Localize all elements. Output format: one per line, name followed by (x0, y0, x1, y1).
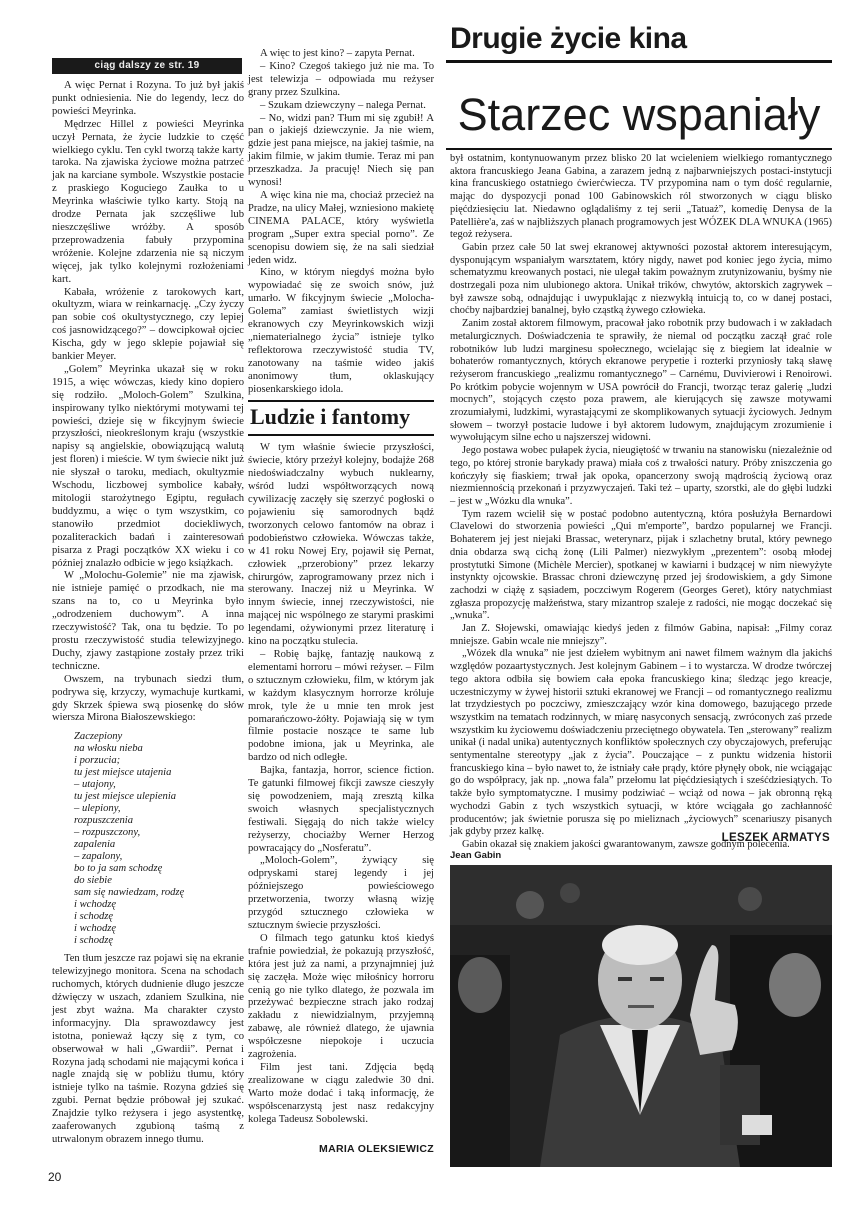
paragraph: Ten tłum jeszcze raz pojawi się na ekranie telewizyjnego monitora. Scena na schodach ruchomych, których dudnienie długo jeszcze dźwięczy w uszach, zdaniem Szulkina, nie jest zbyt ważna. Ma charakter czysto informacyjny. Dla sprawozdawcy jest istotna, ponieważ łączy się z tym, co obserwował w hali „Gwardii”. Pernat i Rozyna jadą schodami nie mającymi końca i nagle znajdą się w pobliżu tłumu, który istnieje tylko na taśmie. Rozyna gdzieś się zgubi. Pernat będzie próbował jej szukać. Znajdzie tylko reżysera i jego asystentkę, zaaferowanych zgubioną taśmą z utrwalonym obrazem innego tłumu. (52, 953, 244, 1145)
title-rule (446, 60, 832, 63)
paragraph: W tym właśnie świecie przyszłości, świecie, który przeżył kolejny, bodajże 268 niedoświadczalny wybuch nuklearny, wśród ludzi współtworzących nową cywilizację zaczęły się szerzyć pogłoski o pojawieniu się samorodnych bądź tworzonych celowo fantomów na obraz i podobieństwo człowieka. Wówczas także, w 41 roku Nowej Ery, pojawił się Pernat, człowiek „przerobiony” przez lekarzy chirurgów, zaprogramowany przez nich i sterowany. Inaczej niż u Meyrinka. W innym świecie, innej rzeczywistości, nie mającej nic wspólnego ze starymi praskimi legendami, ożywionymi przez literaturę i kino na początku stulecia. (248, 442, 434, 648)
paragraph: W „Molochu-Golemie” nie ma zjawisk, nie istnieje pamięć o przodkach, nie ma szans na to, co u Meyrinka było „odrodzeniem duchowym”. A inna rzeczywistość? Tak, ona tu będzie. To po prostu rzeczywistość studia telewizyjnego. Duchy, zjawy zastąpione zostały przez triki techniczne. (52, 570, 244, 672)
section-title: Ludzie i fantomy (248, 400, 434, 436)
paragraph: Owszem, na trybunach siedzi tłum, podrywa się, krzyczy, wymachuje kurtkami, gdy Skrzek śpiewa swą piosenkę do słów wiersza Mirona Białoszewskiego: (52, 673, 244, 724)
paragraph: – Robię bajkę, fantazję naukową z elementami horroru – mówi reżyser. – Film o sztucznym człowieku, film, w którym jak w każdym klasycznym horrorze króluje mrok, tyle że u mnie ten mrok jest pomarańczowo-żółty. Pojawiają się w tym filmie postacie noszące te same lub podobne imiona, jak u Meyrinka, ale bardzo od nich odległe. (248, 648, 434, 764)
paragraph: – No, widzi pan? Tłum mi się zgubił! A pan o jakiejś dziewczynie. Ja nie wiem, gdzie jest pana miejsce, na jakiej taśmie, na jakim filmie, w jakim tłumie. Teraz mi pan przeszkadza. Ja pracuję! Niech się pan wynosi! (248, 112, 434, 189)
paragraph: Gabin okazał się znakiem jakości gwarantowanym, zawsze godnym polecenia. (462, 838, 790, 850)
paragraph: „Golem” Meyrinka ukazał się w roku 1915, a więc wówczas, kiedy kino dopiero się rodziło. „Moloch-Golem” Szulkina, inspirowany tylko niektórymi motywami tej powieści, dzieje się w fikcyjnym świecie przyszłości, nieokreślonym kraju (wszystkie napisy są angielskie, obowiązującą walutą jest floren) i mieście. W tym świecie nikt już nie słyszał o taroku, mediach, okultyzmie Wschodu, liczbowej symbolice kabały, mitologii starożytnego Egiptu, regułach buddyzmu, a więc o tym wszystkim, co stanowiło przedmiot dociekliwych, pozaliterackich badań i zainteresowań pisarza z Pragi początków XX wieku i co później znalazło odbicie w jego książkach. (52, 363, 244, 569)
poem: Zaczepiony na włosku nieba i porzucia; tu jest miejsce utajenia – utajony, tu jest miejsce ulepienia – ulepiony, rozpuszczenia – rozpuszczony, zapalenia – zapalony, bo to ja sam schodzę do siebie sam się nawiedzam, rodzę i wchodzę i schodzę i wchodzę i schodzę (74, 731, 185, 947)
column-2 (248, 48, 434, 1160)
page-number: 20 (48, 1170, 62, 1184)
paragraph: Zanim został aktorem filmowym, pracował jako robotnik przy budowach i w zakładach metalurgicznych. Doświadczenia te sprawiły, że niemal od początku zaczął grać role robotników lub ludzi marginesu społecznego, wcielając się z biegiem lat idealnie w bohaterów romantycznych, których ekranowe perypetie i rozterki przyniosły taką sławę reżyserom francuskiego „realizmu romantycznego” – Carnému, Duvivierowi i Renoirowi. Po krótkim pobycie wojennym w USA powrócił do Francji, tworząc teraz galerię „ludzi mocnych”, stojących często poza prawem, ale kierujących się zawsze motywami zrozumiałymi, ludzkimi, wyrastającymi ze skomplikowanych sytuacji życiowych. Jednym słowem – tworzył postacie ludowe i był aktorem ludowym, znajdującym zrozumienie i wywołującym silne echo u najszerszej widowni. (450, 318, 832, 444)
paragraph: Kabała, wróżenie z tarokowych kart, okultyzm, wiara w reinkarnację. „Czy życzy pan sobie coś okultystycznego, czy lepiej coś jasnowidzącego?” – dowcipkował ojciec Kischa, gdy w jego sklepie pojawiał się bankier Meyer. (52, 286, 244, 363)
paragraph: A więc kina nie ma, chociaż przecież na Pradze, na ulicy Małej, wzniesiono makietę CINEMA PALACE, który wyświetla program „Super extra special porno”. Ze scenopisu dowiem się, że na sali siedział jeden widz. (248, 189, 434, 266)
paragraph: – Szukam dziewczyny – nalega Pernat. (260, 99, 426, 111)
paragraph: „Wózek dla wnuka” nie jest dziełem wybitnym ani nawet filmem ważnym dla jakichś względów pozaartystycznych. Jest kolejnym Gabinem – i to wystarcza. W drodze twórczej tego aktora odbiła się bowiem cała epoka francuskiego kina; śledząc jego kreacje, uczestniczymy w żywej historii sztuki ekranowej we Francji – od romantycznego realizmu lat trzydziestych po poczciwy, zmieszczający wzór kina domowego, bazującego przede wszystkim na tematach rodzinnych, w miarę nasyconych sensacją, zwróconych zaś przede wszystkim ku życiowemu doświadczeniu przeciętnego obywatela. Ten „sterowany” realizm unikał (i nadal unika) autentycznych konfliktów społecznych czy obyczajowych, preferując sentymentalne stereotypy „jak z życia”. Pouczające – z punktu widzenia historii francuskiego kina – było nawet to, że istniały całe prądy, które płynęły obok, nie wciągając go do współpracy, jak np. „nowa fala” przełomu lat pięćdziesiątych i sześćdziesiątych. To także było symptomatyczne. I musimy podziwiać – wciąż od nowa – jak obronną ręką wychodzi Gabin z tych wszystkich sytuacji, w które wciągała go zachłanność producentów; jak świetnie porusza się po mieliznach „życiowych” scenariuszy pisanych jak gdyby przez kalkę. (450, 648, 832, 838)
paragraph: A więc Pernat i Rozyna. To już był jakiś punkt odniesienia. Nie do legendy, lecz do powieści Meyrinka. (52, 80, 244, 117)
photo-caption: Jean Gabin (450, 850, 502, 861)
paragraph: „Moloch-Golem”, żywiący się odpryskami starej legendy i jej późniejszego powieściowego przetworzenia, tworzy własną wizję przygód sztucznego człowieka w sztucznym świecie przyszłości. (248, 855, 434, 931)
section-header: Drugie życie kina (450, 22, 687, 55)
paragraph: Jego postawa wobec pułapek życia, nieugiętość w trwaniu na stanowisku (niezależnie od tego, po której stronie barykady prawa) miała coś z trwałości natury. Próby zniszczenia go kończyły się fiaskiem; trwał jak opoka, opancerzony swoją mądrością życiową oraz niezmiennością przekonań i przyzwyczajeń. Taki też – uparty, szorstki, ale do głębi ludzki – jest w „Wózku dla wnuka”. (450, 445, 832, 507)
paragraph: Gabin przez całe 50 lat swej ekranowej aktywności pozostał aktorem interesującym, dysponującym wspaniałym warsztatem, który nigdy, nawet pod koniec jego życia, mimo schematyzmu kreowanych postaci, nie ulegał takim poważnym zrutynizowaniu, byśmy nie dostrzegali poza nim ulubionego aktora. Unikał trików, chwytów, aktorskich zagrywek – był zawsze sobą, odnajdując i uwypuklając z niezwykłą intuicją to, co w danej postaci, choćby najbardziej banalnej, było cząstką żywego człowieka. (450, 241, 832, 317)
title-rule-bottom (446, 148, 832, 150)
photo-jean-gabin (450, 865, 832, 1167)
author-signature-2: LESZEK ARMATYS (721, 832, 830, 844)
paragraph: Jan Z. Słojewski, omawiając kiedyś jeden z filmów Gabina, napisał: „Filmy coraz mniejsze. Gabin wcale nie mniejszy”. (450, 623, 832, 647)
paragraph: A więc to jest kino? – zapyta Pernat. (260, 48, 415, 59)
paragraph: O filmach tego gatunku ktoś kiedyś trafnie powiedział, że pokazują przyszłość, która jest już za nami, a przynajmniej już się zaczęła. Może więc miłośnicy horroru cenią go nie tylko dlatego, że pozwala im przeżywać bezpieczne strach jako rodzaj zakładu z niewidzialnym, przyjemną zabawę, ale również dlatego, że ujawnia współczesne niepokoje i uczucia zagrożenia. (248, 932, 434, 1061)
photo-illustration (450, 865, 832, 1167)
author-signature-1: MARIA OLEKSIEWICZ (319, 1143, 434, 1155)
article-title: Starzec wspaniały (457, 89, 821, 140)
continuation-banner: ciąg dalszy ze str. 19 (52, 58, 242, 74)
paragraph: Tym razem wcielił się w postać podobno autentyczną, która posłużyła Bernardowi Clavelowi do stworzenia powieści „Qui m'emporte”, bardzo popularnej we Francji. Bohaterem jej jest niejaki Brassac, weterynarz, pijak i szlachetny brutal, który pewnego dnia obdarza swą cichą żonę (Lili Palmer) niezwykłym „prezentem”: osobą młodej prostytutki Simone (Michèle Mercier), spotkanej w kawiarni i budzącej w nim niewyżyte instynkty ojcowskie. Brassac chroni dziewczynę przed jej środowiskiem, a gdy Simone zachodzi w ciążę z sąsiadem, poczciwym Rogerem (Georges Geret), który natychmiast zgłasza propozycję małżeństwa, stary mizantrop szaleje z radości, nie mogąc doczekać się „wnuka”. (450, 508, 832, 622)
paragraph: Kino, w którym niegdyś można było wypowiadać się ze swoich snów, już umarło. W fikcyjnym świecie „Molocha-Golema” zamiast świetlistych wizji ekranowych czy Meyrinkowskich wizji „niematerialnego życia” istnieje tylko reflektorowa rzeczywistość studia TV, zanotowany na taśmie wideo jakiś anonimowy tłum, oklaskujący piosenkarskiego idola. (248, 267, 434, 395)
paragraph: – Kino? Czegoś takiego już nie ma. To jest telewizja – odpowiada mu reżyser grany przez Szulkina. (248, 60, 434, 98)
paragraph: był ostatnim, kontynuowanym przez blisko 20 lat wcieleniem wielkiego romantycznego aktora francuskiego Jeana Gabina, a zarazem jedną z najbarwniejszych postaci-instytucji kina francuskiego ostatniego ćwierćwiecza. TV przypomina nam o tym dość regularnie, mając do dyspozycji ponad 100 Gabinowskich ról stworzonych w ciągu blisko pięćdziesięciu lat. Niedawno oglądaliśmy z tej serii „Tatuaż”, komedię Denysa de la Patellière'a, zaś w najbliższych planach programowych jest WÓZEK DLA WNUKA (1965) tegoż reżysera. (450, 153, 832, 241)
paragraph: Film jest tani. Zdjęcia będą zrealizowane w ciągu zaledwie 30 dni. Warto może dodać i taką informację, że współscenarzystą jest nasz redakcyjny kolega Tadeusz Sobolewski. (248, 1061, 434, 1125)
paragraph: Bajka, fantazja, horror, science fiction. Te gatunki filmowej fikcji zawsze cieszyły się powodzeniem, mają zresztą kilka swoich własnych specjalistycznych festiwali. Sięgają do nich także wielcy reżyserzy, chociażby Werner Herzog powracający do „Nosferatu”. (248, 765, 434, 854)
column-1 (52, 80, 244, 1165)
paragraph: Mędrzec Hillel z powieści Meyrinka uczył Pernata, że życie ludzkie to część wielkiego cyklu. Ten cykl tworzą także karty taroka. Na zjawiska życiowe można patrzeć jak na karciane symbole. Wszystkie postacie z praskiego Koguciego Zaułka to u Meyrinka właściwie tylko karty. Stoją na drodze Pernata jak szczęśliwe lub nieszczęśliwe wróżby. A sposób przeprowadzenia fabuły przypomina wróżenie. Kolejne zdarzenia nie są niczym więcej, jak tylko kolejnymi rozłożeniami kart. (52, 118, 244, 285)
